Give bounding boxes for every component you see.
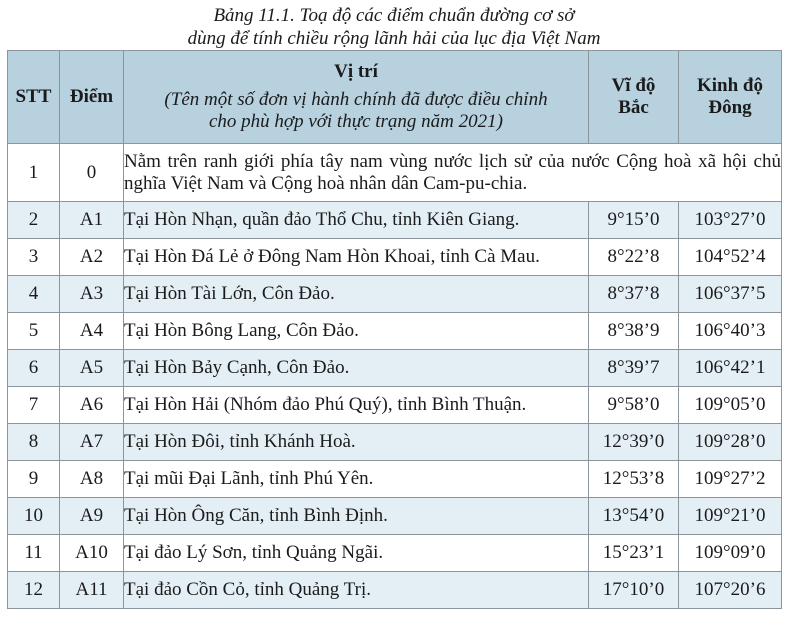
cell-location: Tại Hòn Bảy Cạnh, Côn Đảo.: [124, 350, 589, 387]
cell-longitude: 106°42’1: [679, 350, 782, 387]
cell-location: Tại Hòn Đôi, tỉnh Khánh Hoà.: [124, 424, 589, 461]
cell-longitude: 107°20’6: [679, 572, 782, 609]
cell-stt: 10: [8, 498, 60, 535]
cell-latitude: 8°38’9: [589, 313, 679, 350]
cell-longitude: 106°37’5: [679, 276, 782, 313]
cell-stt: 6: [8, 350, 60, 387]
cell-stt: 7: [8, 387, 60, 424]
cell-stt: 4: [8, 276, 60, 313]
table-row: [8, 461, 782, 498]
cell-latitude: 8°37’8: [589, 276, 679, 313]
header-latitude-line-1: Vĩ độ: [611, 75, 656, 96]
header-location-title: Vị trí: [334, 61, 378, 82]
header-longitude: [679, 51, 782, 144]
header-stt: STT: [8, 51, 60, 144]
cell-latitude: 9°15’0: [589, 202, 679, 239]
table-row: [8, 276, 782, 313]
cell-longitude: 103°27’0: [679, 202, 782, 239]
cell-latitude: 17°10’0: [589, 572, 679, 609]
cell-location: Tại Hòn Ông Căn, tỉnh Bình Định.: [124, 498, 589, 535]
header-latitude: [589, 51, 679, 144]
cell-longitude: 104°52’4: [679, 239, 782, 276]
header-latitude-line-2: Bắc: [618, 97, 649, 118]
table-row: [8, 424, 782, 461]
cell-latitude: 9°58’0: [589, 387, 679, 424]
cell-stt: 9: [8, 461, 60, 498]
cell-point: A10: [60, 535, 124, 572]
cell-point: A8: [60, 461, 124, 498]
cell-stt: 8: [8, 424, 60, 461]
header-longitude-line-1: Kinh độ: [696, 75, 763, 96]
cell-longitude: 106°40’3: [679, 313, 782, 350]
cell-stt: 3: [8, 239, 60, 276]
cell-point: A9: [60, 498, 124, 535]
table-caption: [0, 0, 788, 50]
table-row: [8, 313, 782, 350]
header-location-note-line-1: (Tên một số đơn vị hành chính đã được điều chỉnh: [164, 89, 548, 110]
cell-longitude: 109°05’0: [679, 387, 782, 424]
cell-longitude: 109°28’0: [679, 424, 782, 461]
cell-point: A1: [60, 202, 124, 239]
cell-stt: 1: [8, 144, 60, 202]
cell-point: A6: [60, 387, 124, 424]
cell-location: Tại đảo Lý Sơn, tỉnh Quảng Ngãi.: [124, 535, 589, 572]
table-row: [8, 350, 782, 387]
cell-stt: 12: [8, 572, 60, 609]
cell-location: Tại Hòn Đá Lẻ ở Đông Nam Hòn Khoai, tỉnh Cà Mau.: [124, 239, 589, 276]
cell-longitude: 109°21’0: [679, 498, 782, 535]
cell-longitude: 109°09’0: [679, 535, 782, 572]
caption-line-2: dùng để tính chiều rộng lãnh hải của lục địa Việt Nam: [187, 28, 601, 49]
cell-stt: 2: [8, 202, 60, 239]
cell-stt: 11: [8, 535, 60, 572]
table-row: [8, 498, 782, 535]
table-row: [8, 144, 782, 202]
cell-location: Nằm trên ranh giới phía tây nam vùng nước lịch sử của nước Cộng hoà xã hội chủ nghĩa Việt Nam và Cộng hoà nhân dân Cam-pu-chia.: [124, 144, 782, 202]
header-point: Điểm: [60, 51, 124, 144]
header-longitude-line-2: Đông: [708, 97, 752, 118]
cell-location: Tại Hòn Hải (Nhóm đảo Phú Quý), tỉnh Bình Thuận.: [124, 387, 589, 424]
cell-latitude: 15°23’1: [589, 535, 679, 572]
header-location-note: [124, 89, 588, 133]
header-location-note-line-2: cho phù hợp với thực trạng năm 2021): [209, 111, 503, 132]
cell-latitude: 12°53’8: [589, 461, 679, 498]
cell-point: 0: [60, 144, 124, 202]
cell-point: A11: [60, 572, 124, 609]
cell-point: A7: [60, 424, 124, 461]
cell-location: Tại Hòn Tài Lớn, Côn Đảo.: [124, 276, 589, 313]
cell-latitude: 12°39’0: [589, 424, 679, 461]
header-location: [124, 51, 589, 144]
cell-location: Tại mũi Đại Lãnh, tỉnh Phú Yên.: [124, 461, 589, 498]
cell-point: A4: [60, 313, 124, 350]
cell-latitude: 8°22’8: [589, 239, 679, 276]
cell-location: Tại Hòn Nhạn, quần đảo Thổ Chu, tỉnh Kiên Giang.: [124, 202, 589, 239]
baseline-points-table: [7, 50, 782, 609]
cell-point: A5: [60, 350, 124, 387]
table-header-row: [8, 51, 782, 144]
cell-latitude: 13°54’0: [589, 498, 679, 535]
table-row: [8, 387, 782, 424]
table-row: [8, 202, 782, 239]
cell-stt: 5: [8, 313, 60, 350]
cell-point: A3: [60, 276, 124, 313]
cell-location: Tại Hòn Bông Lang, Côn Đảo.: [124, 313, 589, 350]
table-row: [8, 572, 782, 609]
table-row: [8, 535, 782, 572]
cell-location: Tại đảo Cồn Cỏ, tỉnh Quảng Trị.: [124, 572, 589, 609]
table-row: [8, 239, 782, 276]
cell-longitude: 109°27’2: [679, 461, 782, 498]
cell-point: A2: [60, 239, 124, 276]
caption-line-1: Bảng 11.1. Toạ độ các điểm chuẩn đường cơ sở: [213, 5, 575, 26]
cell-latitude: 8°39’7: [589, 350, 679, 387]
